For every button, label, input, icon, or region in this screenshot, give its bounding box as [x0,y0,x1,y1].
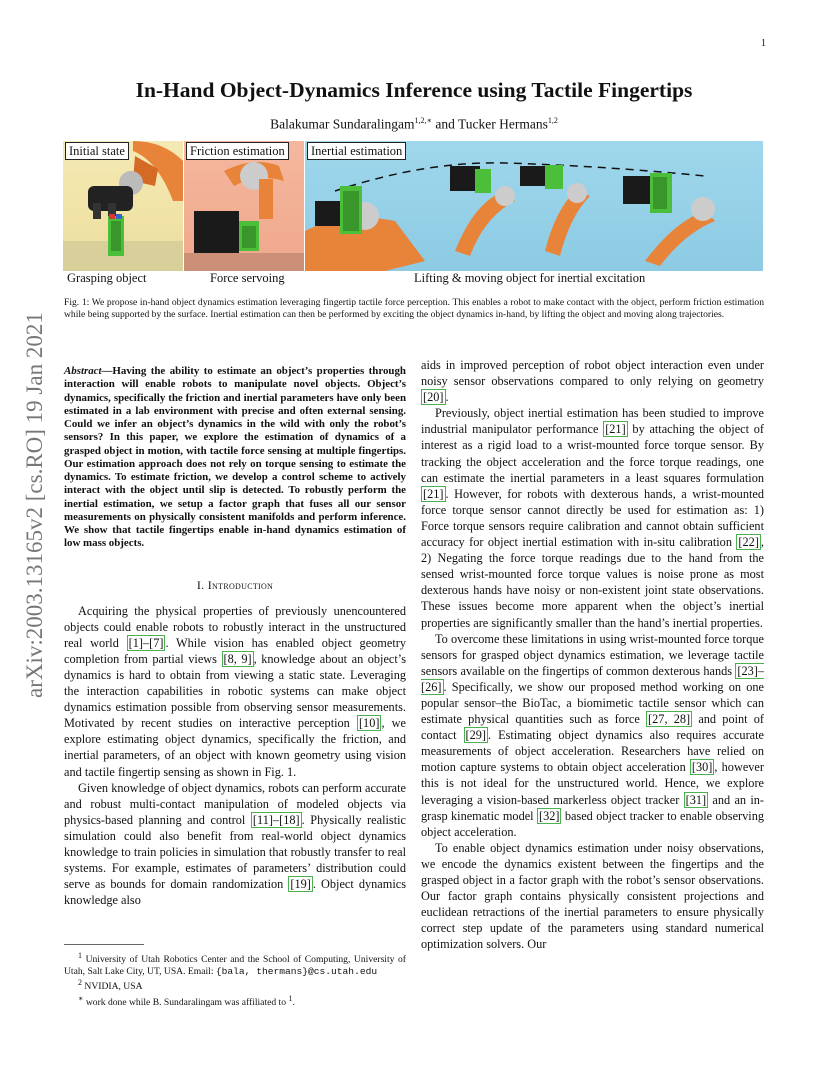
author-2: Tucker Hermans [457,116,548,132]
arxiv-identifier: arXiv:2003.13165v2 [cs.RO] 19 Jan 2021 [22,312,47,698]
citation-link[interactable]: [31] [685,792,707,807]
intro-paragraph-3: aids in improved perception of robot object interaction even under noisy sensor observations compared to only relying on geometry [20] . [421,358,764,405]
section-title: Introduction [207,577,274,592]
page-number: 1 [761,38,766,49]
right-column [421,357,764,952]
force-servoing-image [184,141,304,271]
abstract [64,365,406,551]
citation-link[interactable]: [19] [290,877,311,892]
section-number: I. [196,577,205,592]
arxiv-stamp [20,298,50,698]
citation-link[interactable]: [1]–[7] [128,635,164,650]
figure-panel-inertial-estimation [305,141,763,271]
subcaption-inertial-excitation: Lifting & moving object for inertial excitation [414,271,646,285]
footnote-3: ∗ work done while B. Sundaralingam was affiliated to $^1$. [78,994,295,1009]
intro-paragraph-6: To enable object dynamics estimation under noisy observations, we encode the dynamics existent between the fingertips and the grasped object in a factor graph with the robot’s sensor observations. Our factor graph contains physically consistent projections and euclidean retractions of the inertial parameters to ensure physically correct step update of the parameters using standard numerical optimization solvers. Our [421,840,764,952]
intro-paragraph-5: To overcome these limitations in using wrist-mounted force torque sensors for grasped object dynamics estimation, we leverage tactile sensors available on the fingertips of common dexterous hands [23]–[26] . Specifically, we show our proposed method working on one popular sensor–the BioTac, a biomimetic tactile sensor which can estimate physical quantities such as force [27, 28] and point of contact [29] . Estimating object dynamics also requires accurate measurements of object acceleration. Researchers have relied on motion capture systems to obtain object acceleration [30] , however this is not ideal for the unstructured world. Hence, we explore leveraging a vision-based markerless object tracker [31] and an in-grasp kinematic model [32] based object tracker to enable observing object acceleration. [421,631,765,839]
footnote-2: $^2$ NVIDIA, USA [78,978,143,993]
figure-1 [63,141,763,271]
citation-link[interactable]: [8, 9] [223,651,252,666]
citation-link[interactable]: [11]–[18] [252,812,300,827]
intro-paragraph-2: Given knowledge of object dynamics, robots can perform accurate and robust multi-contact manipulation of modeled objects via physics-based planning and control [11]–[18] . Physically realistic simulation could also benefit from real-world object dynamics knowledge to train policies in simulation that robustly transfer to real systems. For example, estimates of parameters’ distribution could serve as bounds for domain randomization [19] . Object dynamics knowledge also [64,780,406,908]
figure-caption: Fig. 1: We propose in-hand object dynamics estimation leveraging fingertip tactile force perception. This enables a robot to make contact with the object, perform friction estimation while being supported by the surface. Inertial estimation can then be performed by exciting the object dynamics in-hand, by lifting the object and moving along trajectories. [64,297,764,320]
author-conjunction: and [435,116,455,132]
intro-paragraph-4: Previously, object inertial estimation has been studied to improve industrial manipulator performance [21] by attaching the object of interest as a rigid load to a wrist-mounted force torque sensor. By tracking the object acceleration and the force torque readings, one can estimate the inertial parameters in a least squares formulation [21] . However, for robots with dexterous hands, a wrist-mounted force torque sensor cannot directly be used for estimation as: 1) Force torque sensors require calibration and cannot obtain sufficient accuracy for object inertial estimation with in-situ calibration [22] , 2) Negating the force torque readings due to the hand from the sensed wrist-mounted force torque values is noise prone as most dexterous hands have noisy or non-existent joint state observations. These issues become more apparent when the object’s inertial properties are significantly smaller than the hand’s inertial properties. [421,406,764,630]
subcaption-force-servoing: Force servoing [210,271,285,285]
citation-link[interactable]: [30] [691,760,713,775]
author-emails: {bala, thermans}@cs.utah.edu [215,965,378,977]
intro-paragraph-1: Acquiring the physical properties of previously unencountered objects could enable robots to robustly interact in the unstructured real world [1]–[7] . While vision has enabled object geometry completion from partial views [8, 9] , knowledge about an object’s dynamics is hard to obtain from viewing a static state. Leveraging the interaction capabilities in robotic systems can make object dynamics estimation possible from observing sensor measurements. Motivated by recent studies on interactive perception [10] , we explore estimating object dynamics, specifically the friction, and inertial parameters, of an object with known geometry using vision and tactile fingertip sensing as shown in Fig. 1. [64,603,407,779]
author-line [0,116,828,133]
citation-link[interactable]: [10] [358,716,380,731]
citation-link[interactable]: [29] [465,728,487,743]
panel-label-initial-state: Initial state [65,142,129,160]
abstract-label: Abstract [64,365,102,377]
citation-link[interactable]: [20] [423,390,444,405]
author-1: Balakumar Sundaralingam [270,116,415,132]
citation-link[interactable]: [27, 28] [648,712,691,727]
panel-label-inertial-estimation: Inertial estimation [307,142,406,160]
footnote-1: $^1$ University of Utah Robotics Center and the School of Computing, University of Utah, Salt Lake City, UT, USA. Email: {bala, thermans}@cs.utah.edu [64,951,406,977]
citation-link[interactable]: [22] [738,535,759,550]
figure-panel-initial-state [63,141,183,271]
subcaption-grasping-object: Grasping object [67,271,147,285]
robot-grasp-image [63,141,183,271]
section-heading-introduction [64,577,406,593]
lifting-trajectory-image [305,141,763,271]
citation-link[interactable]: [32] [538,808,560,823]
footnotes [64,950,406,1009]
author-1-affiliation: 1,2,∗ [414,116,432,125]
citation-link[interactable]: [21] [605,422,626,437]
author-2-affiliation: 1,2 [547,116,558,125]
citation-link[interactable]: [21] [423,486,444,501]
paper-title: In-Hand Object-Dynamics Inference using Tactile Fingertips [135,78,693,102]
footnote-rule [64,944,144,945]
citation-link[interactable]: [23]–[26] [421,663,764,694]
figure-panel-friction-estimation [184,141,304,271]
abstract-text: —Having the ability to estimate an object’s properties through interaction will enable robots to manipulate novel objects. Object’s dynamics, specifically the friction and inertial parameters have only been estimated in a lab environment with precise and often external sensing. Could we infer an object’s dynamics in the wild with only the robot’s sensors? In this paper, we explore the estimation of dynamics of a grasped object in motion, with tactile force sensing at multiple fingertips. Our estimation approach does not rely on torque sensing to estimate the dynamics. To estimate friction, we develop a control scheme to actively interact with the object until slip is detected. To robustly perform the inertial estimation, we setup a factor graph that fuses all our sensor measurements on physically consistent manifolds and perform inference. We show that tactile fingertips enable in-hand dynamics estimation of low mass objects. [64,365,406,550]
panel-label-friction-estimation: Friction estimation [186,142,289,160]
left-column [64,365,406,908]
